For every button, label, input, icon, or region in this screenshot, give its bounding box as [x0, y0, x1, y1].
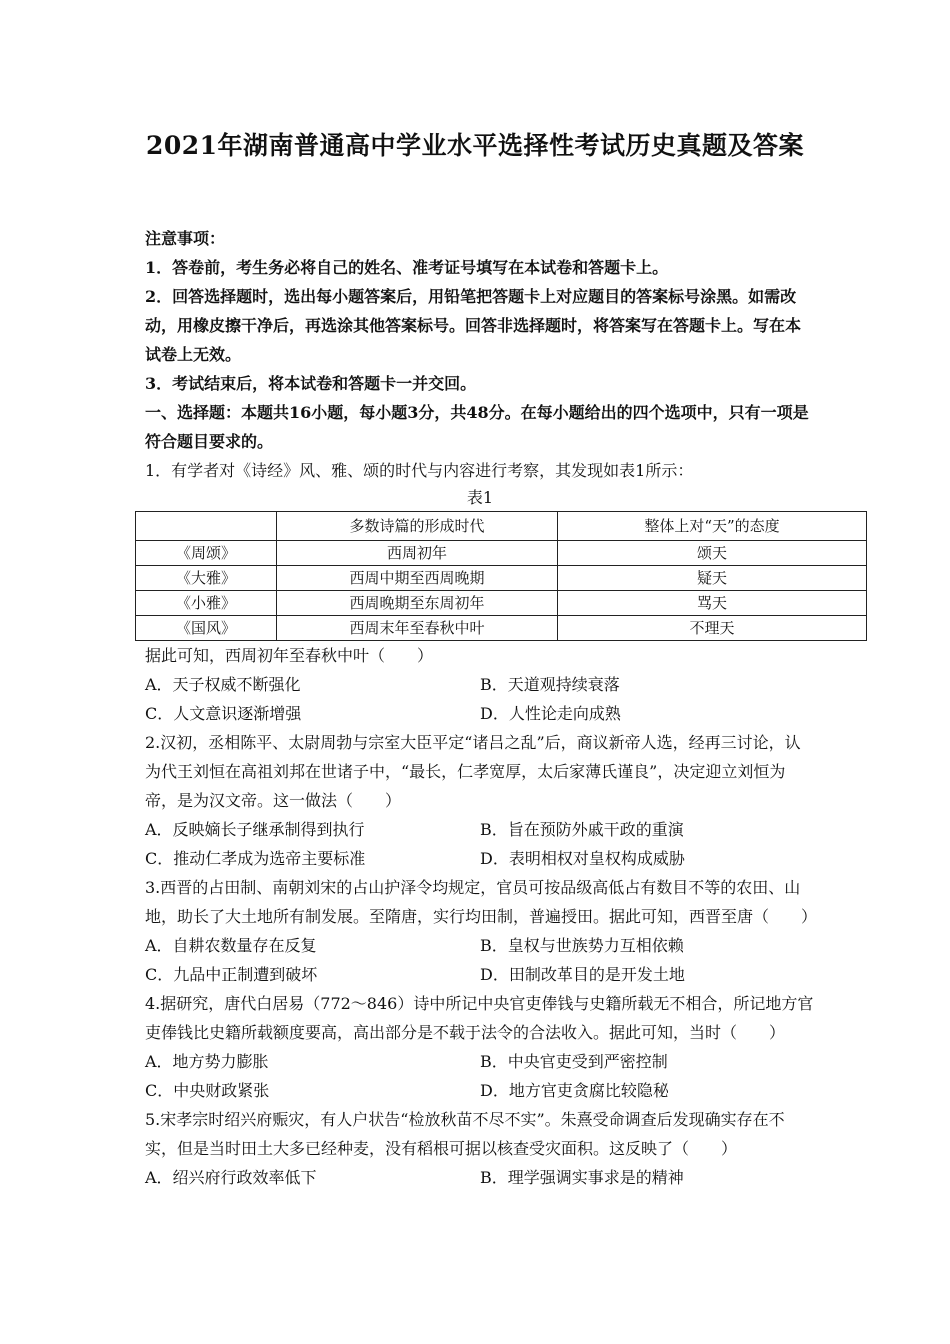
- notes-heading: 注意事项：: [145, 229, 226, 248]
- question-4-stem: 4.据研究，唐代白居易（772～846）诗中所记中央官吏俸钱与史籍所载无不相合，所记地方官吏俸钱比史籍所载额度要高，高出部分是不载于法令的合法收入。据此可知，当时（ ）: [145, 994, 814, 1042]
- option-b: B．天道观持续衰落: [480, 675, 620, 694]
- poetry-table: [135, 511, 867, 641]
- option-a: A．反映嫡长子继承制得到执行: [145, 820, 365, 839]
- question-1-ask: 据此可知，西周初年至春秋中叶（ ）: [145, 646, 434, 665]
- note-item: 3．考试结束后，将本试卷和答题卡一并交回。: [145, 374, 477, 393]
- option-b: B．中央官吏受到严密控制: [480, 1052, 668, 1071]
- option-d: D．地方官吏贪腐比较隐秘: [480, 1081, 669, 1100]
- table-cell: 不理天: [558, 616, 867, 641]
- note-item: 1．答卷前，考生务必将自己的姓名、准考证号填写在本试卷和答题卡上。: [145, 258, 669, 277]
- table-header-cell: 多数诗篇的形成时代: [277, 512, 558, 541]
- option-d: D．人性论走向成熟: [480, 704, 621, 723]
- option-a: A．地方势力膨胀: [145, 1052, 269, 1071]
- option-c: C．中央财政紧张: [145, 1081, 270, 1100]
- option-c: C．人文意识逐渐增强: [145, 704, 302, 723]
- option-a: A．绍兴府行政效率低下: [145, 1168, 317, 1187]
- table-row: [136, 591, 867, 616]
- question-2-stem: 2.汉初，丞相陈平、太尉周勃与宗室大臣平定“诸吕之乱”后，商议新帝人选，经再三讨论，认为代王刘恒在高祖刘邦在世诸子中，“最长，仁孝宽厚，太后家薄氏谨良”，决定迎立刘恒为帝，是为汉文帝。这一做法（ ）: [145, 733, 801, 810]
- option-a: A．天子权威不断强化: [145, 675, 301, 694]
- table-row: [136, 616, 867, 641]
- document-body: [145, 224, 818, 1192]
- table-cell: 《大雅》: [136, 566, 277, 591]
- page-title: 2021年湖南普通高中学业水平选择性考试历史真题及答案: [145, 131, 805, 160]
- table-cell: 颂天: [558, 541, 867, 566]
- option-c: C．九品中正制遭到破坏: [145, 965, 318, 984]
- table-cell: 《小雅》: [136, 591, 277, 616]
- option-b: B．旨在预防外戚干政的重演: [480, 820, 684, 839]
- table-row: [136, 566, 867, 591]
- question-3-options: [145, 931, 815, 989]
- table-cell: 骂天: [558, 591, 867, 616]
- table-cell: 疑天: [558, 566, 867, 591]
- question-3-stem: 3.西晋的占田制、南朝刘宋的占山护泽令均规定，官员可按品级高低占有数目不等的农田、山地，助长了大土地所有制发展。至隋唐，实行均田制，普遍授田。据此可知，西晋至唐（ ）: [145, 878, 818, 926]
- option-b: B．皇权与世族势力互相依赖: [480, 936, 684, 955]
- table-header-cell: 整体上对“天”的态度: [558, 512, 867, 541]
- table-header-row: [136, 512, 867, 541]
- question-1-stem: 1．有学者对《诗经》风、雅、颂的时代与内容进行考察，其发现如表1所示：: [145, 461, 694, 480]
- table-cell: 西周晚期至东周初年: [277, 591, 558, 616]
- option-d: D．表明相权对皇权构成威胁: [480, 849, 685, 868]
- table-cell: 《周颂》: [136, 541, 277, 566]
- note-item: 2．回答选择题时，选出每小题答案后，用铅笔把答题卡上对应题目的答案标号涂黑。如需改动，用橡皮擦干净后，再选涂其他答案标号。回答非选择题时，将答案写在答题卡上。写在本试卷上无效。: [145, 287, 802, 364]
- option-c: C．推动仁孝成为选帝主要标准: [145, 849, 366, 868]
- table-header-cell: [136, 512, 277, 541]
- question-4-options: [145, 1047, 815, 1105]
- option-d: D．田制改革目的是开发土地: [480, 965, 685, 984]
- table-caption: 表1: [466, 488, 494, 507]
- question-5-options: [145, 1163, 815, 1192]
- section-heading: 一、选择题：本题共16小题，每小题3分，共48分。在每小题给出的四个选项中，只有一项是符合题目要求的。: [145, 403, 809, 451]
- table-cell: 《国风》: [136, 616, 277, 641]
- table-row: [136, 541, 867, 566]
- option-b: B．理学强调实事求是的精神: [480, 1168, 684, 1187]
- question-2-options: [145, 815, 815, 873]
- table-cell: 西周初年: [277, 541, 558, 566]
- question-5-stem: 5.宋孝宗时绍兴府赈灾，有人户状告“检放秋苗不尽不实”。朱熹受命调查后发现确实存在不实，但是当时田土大多已经种麦，没有稻根可据以核查受灾面积。这反映了（ ）: [145, 1110, 785, 1158]
- table-cell: 西周末年至春秋中叶: [277, 616, 558, 641]
- question-1-options: [145, 670, 815, 728]
- option-a: A．自耕农数量存在反复: [145, 936, 317, 955]
- table-cell: 西周中期至西周晚期: [277, 566, 558, 591]
